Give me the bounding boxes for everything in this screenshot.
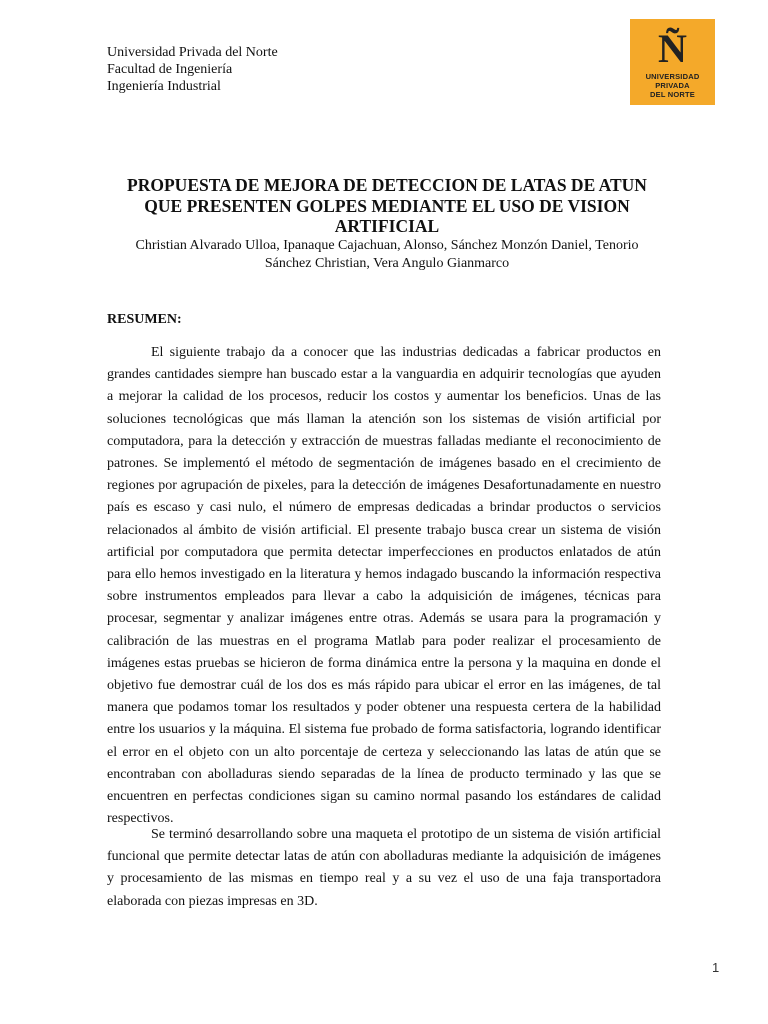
page-number: 1 (712, 960, 720, 975)
department-name: Ingeniería Industrial (107, 79, 221, 94)
authors-line: Christian Alvarado Ulloa, Ipanaque Cajachuan, Alonso, Sánchez Monzón Daniel, Tenorio (135, 238, 639, 253)
abstract-heading: RESUMEN: (107, 312, 182, 327)
authors-line: Sánchez Christian, Vera Angulo Gianmarco (264, 256, 510, 271)
institution-header (107, 44, 278, 95)
logo-text-line: PRIVADA (655, 81, 690, 90)
author-list (100, 237, 674, 273)
title-line: PROPUESTA DE MEJORA DE DETECCION DE LATAS DE ATUN (127, 175, 647, 195)
title-line: ARTIFICIAL (334, 216, 440, 236)
abstract-paragraph: El siguiente trabajo da a conocer que las industrias dedicadas a fabricar productos en grandes cantidades siempre han buscado estar a la vanguardia en adquirir tecnologías que ayuden a mejorar la calidad de los procesos, reducir los costos y aumentar los beneficios. Unas de las soluciones tecnológicas que más llaman la atención son los sistemas de visión artificial por computadora, para la detección y extracción de muestras falladas mediante el reconocimiento de patrones. Se implementó el método de segmentación de imágenes basado en el crecimiento de regiones por agrupación de pixeles, para la detección de imágenes Desafortunadamente en nuestro país es escaso y casi nulo, el número de empresas dedicadas a brindar productos o servicios relacionados al ámbito de visión artificial. El presente trabajo busca crear un sistema de visión artificial por computadora que permita detectar imperfecciones en productos enlatados de atún para ello hemos investigado en la literatura y hemos indagado buscando la información respectiva sobre instrumentos empleados para llevar a cabo la adquisición de imágenes, técnicas para procesar, segmentar y analizar imágenes entre otras. Además se usara para la programación y calibración de las muestras en el programa Matlab para poder realizar el procesamiento de imágenes estas pruebas se hicieron de forma dinámica entre la persona y la maquina en donde el objetivo fue demostrar cuál de los dos es más rápido para ubicar el error en las imágenes, de tal manera que podamos tomar los resultados y poder obtener una respuesta certera de la habilidad entre los usuarios y la máquina. El sistema fue probado de forma satisfactoria, logrando identificar el error en el objeto con un alto porcentaje de certeza y seleccionando las latas de atún que se encontraban con abolladuras siendo separadas de la línea de producto terminado y las que se encuentren en perfectas condiciones sigan su camino normal pasando los estándares de calidad respectivos. (107, 345, 661, 827)
logo-text-line: DEL NORTE (650, 90, 695, 99)
faculty-name: Facultad de Ingeniería (107, 62, 233, 77)
logo-text-line: UNIVERSIDAD (645, 72, 700, 81)
paper-title (107, 175, 667, 237)
title-line: QUE PRESENTEN GOLPES MEDIANTE EL USO DE VISION (144, 195, 630, 216)
logo-mark: Ñ (658, 26, 687, 71)
university-logo (630, 19, 715, 105)
abstract-paragraph: Se terminó desarrollando sobre una maqueta el prototipo de un sistema de visión artificial funcional que permite detectar latas de atún con abolladuras mediante la adquisición de imágenes y procesamiento de las mismas en tiempo real y a su vez el uso de una faja transportadora elaborada con piezas impresas en 3D. (107, 827, 661, 909)
university-name: Universidad Privada del Norte (107, 45, 278, 60)
